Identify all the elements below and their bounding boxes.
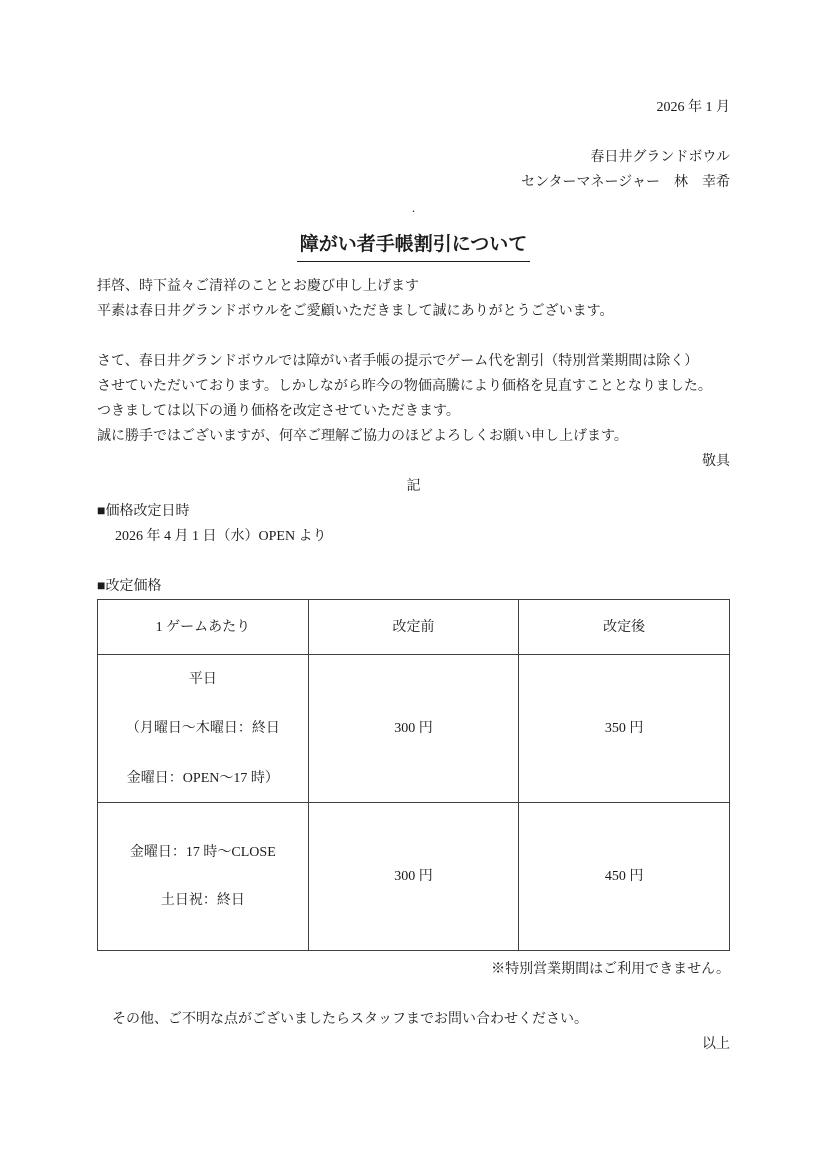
blank-line [97,120,730,145]
stray-period: . [411,200,416,215]
greeting-line-2: 平素は春日井グランドボウルをご愛顧いただきまして誠にありがとうございます。 [97,304,614,319]
blank-line [97,549,730,574]
body-line-2: させていただいております。しかしながら昨今の物価高騰により価格を見直すこととなりました。 [97,379,712,394]
weekend-label-line-2: 土日祝：終日 [160,893,245,908]
weekend-label-lines [98,803,308,950]
price-table-head [98,600,730,655]
header-before-revision: 改定前 [308,600,519,655]
closing-ijou: 以上 [702,1037,730,1052]
header-per-game: 1 ゲームあたり [98,600,309,655]
weekend-price-before: 300 円 [308,803,519,951]
weekday-label-cell [98,655,309,803]
company-name: 春日井グランドボウル [590,150,730,165]
weekend-label-cell [98,803,309,951]
greeting-line-1: 拝啓、時下益々ご清祥のこととお慶び申し上げます [97,279,419,294]
title-line [97,231,730,266]
table-row-weekday [98,655,730,803]
revised-price-heading: ■改定価格 [97,579,162,594]
price-table [97,599,730,951]
weekend-label-line-1: 金曜日：17 時～CLOSE [129,845,276,860]
body-line-3: つきましては以下の通り価格を改定させていただきます。 [97,404,460,419]
sender-manager-name: センターマネージャー 林 幸希 [521,175,730,190]
price-table-body [98,655,730,951]
weekday-label-line-3: 金曜日：OPEN～17 時） [126,770,279,786]
body-line-1: さて、春日井グランドボウルでは障がい者手帳の提示でゲーム代を割引（特別営業期間は除く） [97,354,699,369]
table-header-row [98,600,730,655]
document-date: 2026 年 1 月 [656,100,730,115]
weekday-label-lines [98,667,308,791]
price-revision-datetime-heading: ■価格改定日時 [97,504,190,519]
header-after-revision: 改定後 [519,600,730,655]
inquiry-line: その他、ご不明な点がございましたらスタッフまでお問い合わせください。 [112,1012,588,1027]
closing-keigu: 敬具 [702,454,730,469]
weekday-price-after: 350 円 [519,655,730,803]
weekend-price-after: 450 円 [519,803,730,951]
table-row-weekend [98,803,730,951]
ki-marker: 記 [406,479,421,494]
body-line-4: 誠に勝手ではございますが、何卒ご理解ご協力のほどよろしくお願い申し上げます。 [97,429,628,444]
price-revision-datetime-value: 2026 年 4 月 1 日（水）OPEN より [115,529,327,544]
page-title: 障がい者手帳割引について [297,231,531,262]
weekday-label-line-2: （月曜日～木曜日：終日 [125,721,280,736]
weekday-label-line-1: 平日 [188,671,217,687]
blank-line [97,324,730,349]
weekday-price-before: 300 円 [308,655,519,803]
special-period-note: ※特別営業期間はご利用できません。 [491,962,730,977]
